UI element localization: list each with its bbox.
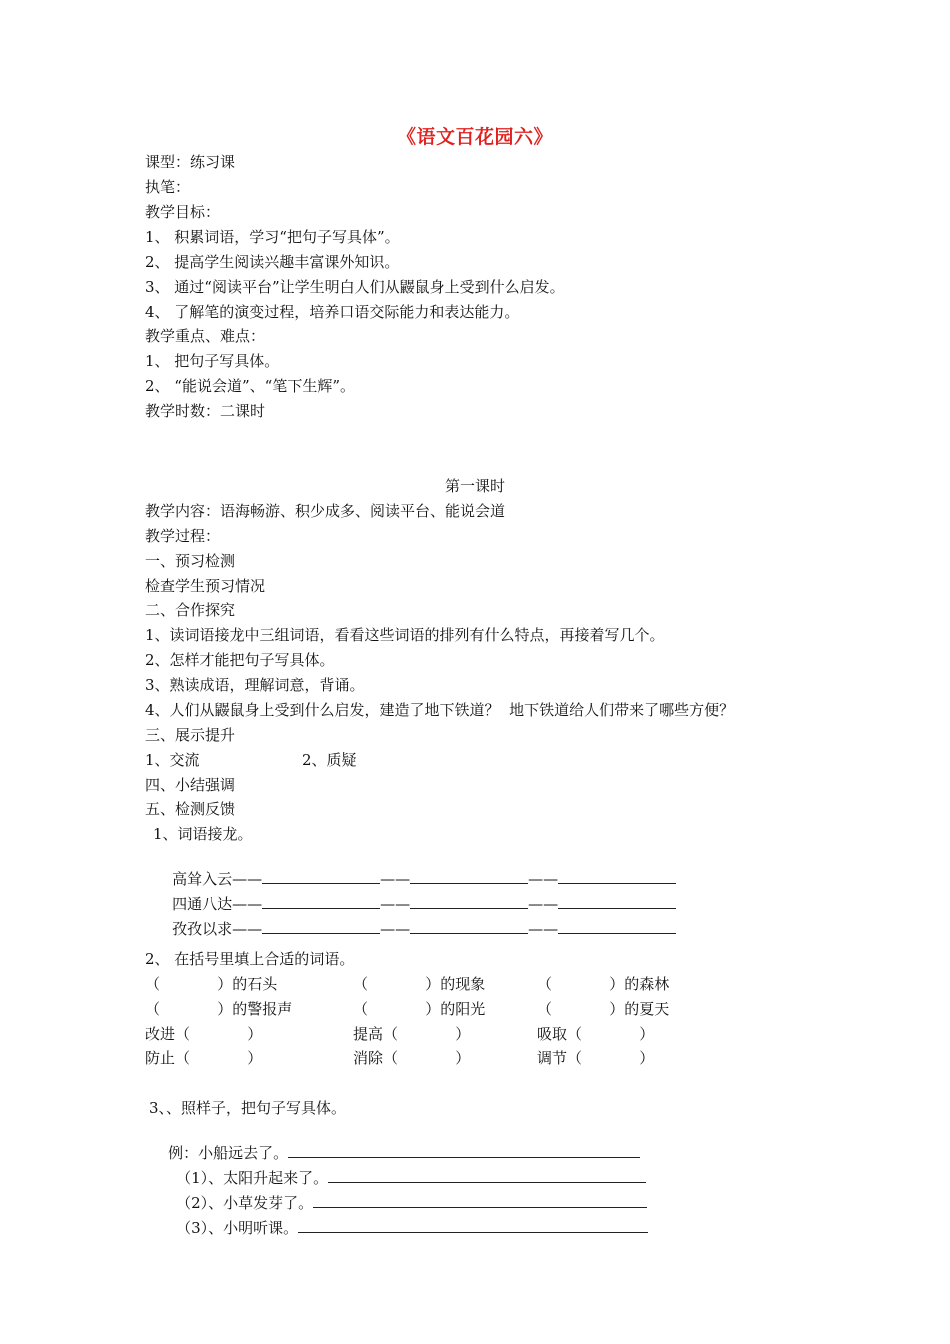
sentence-row [157, 1198, 648, 1258]
goals-heading: 教学目标： [145, 203, 221, 221]
chain-dash: —— [380, 895, 411, 913]
section-text: 检查学生预习情况 [145, 577, 266, 595]
chain-dash: —— [528, 895, 559, 913]
answer-blank[interactable] [410, 919, 528, 934]
section-heading: 一、预习检测 [145, 552, 236, 570]
word-chain-start: 孜孜以求—— [172, 920, 263, 938]
fill-item[interactable]: 消除（ ） [353, 1049, 471, 1067]
fill-item[interactable]: （ ）的森林 [537, 975, 670, 993]
session-heading: 第一课时 [444, 477, 505, 495]
exercise-heading: 3、、照样子，把句子写具体。 [149, 1099, 347, 1117]
fill-item[interactable]: 调节（ ） [537, 1049, 655, 1067]
fill-item[interactable]: 防止（ ） [145, 1049, 263, 1067]
section-item: 4、人们从鼹鼠身上受到什么启发，建造了地下铁道？ 地下铁道给人们带来了哪些方便？ [145, 701, 735, 719]
section-heading: 四、小结强调 [145, 776, 236, 794]
fill-item[interactable]: 提高（ ） [353, 1025, 471, 1043]
goal-item: 3、 通过“阅读平台”让学生明白人们从鼹鼠身上受到什么启发。 [145, 278, 565, 296]
fill-item[interactable]: （ ）的石头 [145, 975, 278, 993]
goal-item: 4、 了解笔的演变过程，培养口语交际能力和表达能力。 [145, 303, 520, 321]
fill-item[interactable]: 吸取（ ） [537, 1025, 655, 1043]
fill-item[interactable]: （ ）的现象 [353, 975, 486, 993]
example-sentence: 例：小船远去了。 [168, 1144, 289, 1162]
fill-item[interactable]: （ ）的夏天 [537, 1000, 670, 1018]
exercise-heading: 2、 在括号里填上合适的词语。 [145, 950, 355, 968]
section-heading: 五、检测反馈 [145, 800, 236, 818]
fill-item[interactable]: （ ）的警报声 [145, 1000, 293, 1018]
session-content: 教学内容：语海畅游、积少成多、阅读平台、能说会道 [145, 502, 506, 520]
section-item: 1、读词语接龙中三组词语，看看这些词语的排列有什么特点，再接着写几个。 [145, 626, 665, 644]
chain-dash: —— [528, 870, 559, 888]
chain-dash: —— [528, 920, 559, 938]
sentence-prompt: （1）、太阳升起来了。 [176, 1169, 329, 1187]
chain-dash: —— [380, 870, 411, 888]
goal-item: 1、 积累词语，学习“把句子写具体”。 [145, 228, 400, 246]
section-heading: 二、合作探究 [145, 601, 236, 619]
sentence-prompt: （3）、小明听课。 [176, 1219, 299, 1237]
section-heading: 三、展示提升 [145, 726, 236, 744]
answer-blank[interactable] [298, 1218, 648, 1233]
section-item: 3、熟读成语，理解词意，背诵。 [145, 676, 365, 694]
section-item: 2、怎样才能把句子写具体。 [145, 651, 335, 669]
exercise-heading: 1、词语接龙。 [153, 825, 253, 843]
author: 执笔： [145, 178, 191, 196]
key-point: 1、 把句子写具体。 [145, 352, 280, 370]
sentence-prompt: （2）、小草发芽了。 [176, 1194, 314, 1212]
section-item: 2、质疑 [302, 751, 357, 769]
word-chain-start: 四通八达—— [172, 895, 263, 913]
key-heading: 教学重点、难点： [145, 327, 266, 345]
lesson-type: 课型：练习课 [145, 153, 236, 171]
teaching-hours: 教学时数：二课时 [145, 402, 266, 420]
document-title: 《语文百花园六》 [396, 126, 553, 148]
key-point: 2、 “能说会道”、“笔下生辉”。 [145, 377, 355, 395]
goal-item: 2、 提高学生阅读兴趣丰富课外知识。 [145, 253, 400, 271]
answer-blank[interactable] [262, 919, 380, 934]
process-heading: 教学过程： [145, 527, 221, 545]
fill-item[interactable]: （ ）的阳光 [353, 1000, 486, 1018]
section-item: 1、交流 [145, 751, 200, 769]
fill-item[interactable]: 改进（ ） [145, 1025, 263, 1043]
answer-blank[interactable] [558, 919, 676, 934]
word-chain-start: 高耸入云—— [172, 870, 263, 888]
chain-dash: —— [380, 920, 411, 938]
